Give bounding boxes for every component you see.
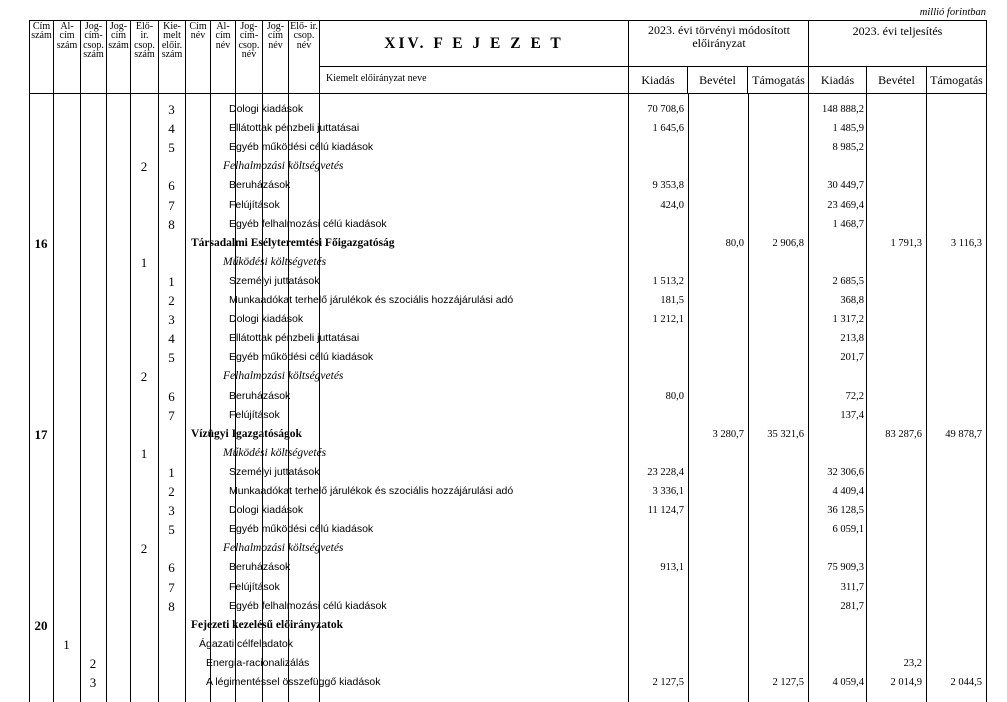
row-name: Felújítások <box>229 408 280 421</box>
table-row <box>29 119 987 138</box>
table-row <box>29 425 987 444</box>
kiemelt-code: 6 <box>168 388 175 404</box>
value-cell: 148 888,2 <box>822 104 864 115</box>
row-name: Fejezeti kezelésű előirányzatok <box>191 618 343 631</box>
row-name: Egyéb működési célú kiadások <box>229 523 374 536</box>
kiemelt-code: 7 <box>168 197 175 213</box>
row-name: Energia-racionalizálás <box>206 656 310 669</box>
table-row <box>29 673 987 692</box>
value-cell: 80,0 <box>725 237 744 249</box>
value-cell: 368,8 <box>840 295 864 306</box>
value-cell: 32 306,6 <box>827 466 864 478</box>
value-cell: 4 059,4 <box>832 677 864 688</box>
col-eloirnev-header: Elő- ir. csop. név <box>289 21 320 93</box>
row-name: Működési költségvetés <box>223 446 327 459</box>
row-name: Ágazati célfeladatok <box>199 637 293 650</box>
table-row <box>29 520 987 539</box>
value-cell: 1 513,2 <box>652 275 684 287</box>
kiemelt-code: 7 <box>168 579 175 595</box>
group1-header-cell <box>629 21 809 93</box>
table-row <box>29 616 987 635</box>
kiemelt-code: 3 <box>168 312 175 328</box>
value-cell: 36 128,5 <box>827 505 864 517</box>
group1-title: 2023. évi törvényi módosított előirányzat <box>629 21 809 67</box>
value-cell: 201,7 <box>840 352 864 364</box>
row-name: A légimentéssel összefüggő kiadások <box>206 676 381 688</box>
value-cell: 2 127,5 <box>772 677 804 688</box>
table-row <box>29 501 987 520</box>
kiemelt-code: 3 <box>168 102 175 117</box>
table-header <box>29 20 987 94</box>
value-cell: 2 014,9 <box>890 677 922 688</box>
table-row <box>29 387 987 406</box>
row-name: Személyi juttatások <box>229 465 320 478</box>
row-name: Egyéb működési célú kiadások <box>229 141 374 154</box>
row-name: Egyéb felhalmozási célú kiadások <box>229 217 387 230</box>
table-row <box>29 367 987 386</box>
col-cim-header: Cím szám <box>30 21 54 93</box>
table-row <box>29 100 987 119</box>
row-name: Egyéb felhalmozási célú kiadások <box>229 599 387 612</box>
row-name: Dologi kiadások <box>229 313 304 326</box>
table-row <box>29 482 987 501</box>
g1-kiadas-header: Kiadás <box>629 67 688 93</box>
col-alcimnev-header: Al- cím név <box>211 21 236 93</box>
row-name: Munkaadókat terhelő járulékok és szociális hozzájárulási adó <box>229 294 514 306</box>
value-cell: 2 685,5 <box>832 275 864 287</box>
table-row <box>29 558 987 577</box>
group2-title: 2023. évi teljesítés <box>809 21 986 67</box>
kiemelt-code: 8 <box>168 216 175 232</box>
g1-bevetel-header: Bevétel <box>688 67 748 93</box>
jogcsop-code: 3 <box>89 675 97 690</box>
table-row <box>29 234 987 253</box>
value-cell: 75 909,3 <box>827 562 864 574</box>
table-row <box>29 176 987 195</box>
value-cell: 1 212,1 <box>652 314 684 326</box>
value-cell: 213,8 <box>840 333 864 345</box>
kiemelt-code: 6 <box>168 178 175 194</box>
kiemelt-code: 3 <box>168 503 175 519</box>
value-cell: 9 353,8 <box>652 180 684 192</box>
value-cell: 4 409,4 <box>832 486 864 497</box>
table-row <box>29 539 987 558</box>
value-cell: 311,7 <box>840 581 864 593</box>
chapter-subtitle: Kiemelt előirányzat neve <box>326 73 427 84</box>
eloir-code: 1 <box>140 445 148 461</box>
row-name: Dologi kiadások <box>229 103 304 115</box>
kiemelt-code: 5 <box>168 522 175 538</box>
value-cell: 6 059,1 <box>832 524 864 536</box>
value-cell: 1 791,3 <box>890 237 922 249</box>
cim-code: 17 <box>34 426 48 442</box>
value-cell: 3 336,1 <box>652 486 684 497</box>
table-row <box>29 272 987 291</box>
row-name: Munkaadókat terhelő járulékok és szociális hozzájárulási adó <box>229 485 514 497</box>
table-row <box>29 654 987 673</box>
value-cell: 30 449,7 <box>827 180 864 192</box>
row-name: Dologi kiadások <box>229 504 304 517</box>
cim-code: 20 <box>34 617 48 633</box>
kiemelt-code: 5 <box>168 350 175 366</box>
kiemelt-code: 2 <box>168 293 175 308</box>
row-name: Társadalmi Esélyteremtési Főigazgatóság <box>191 236 395 249</box>
value-cell: 11 124,7 <box>647 505 684 517</box>
table-row <box>29 597 987 616</box>
value-cell: 913,1 <box>660 562 684 574</box>
kiemelt-code: 1 <box>168 273 175 289</box>
g1-tamogatas-header: Támogatás <box>752 73 805 87</box>
jogcsop-code: 2 <box>89 655 97 671</box>
value-cell: 181,5 <box>660 295 684 306</box>
g2-tamogatas-header: Támogatás <box>930 73 983 87</box>
kiemelt-code: 4 <box>168 331 175 347</box>
value-cell: 137,4 <box>840 409 864 421</box>
kiemelt-code: 8 <box>168 598 175 614</box>
table-row <box>29 406 987 425</box>
row-name: Vízügyi Igazgatóságok <box>191 427 302 440</box>
value-cell: 49 878,7 <box>945 428 982 440</box>
row-name: Személyi juttatások <box>229 274 320 287</box>
value-cell: 8 985,2 <box>832 142 864 154</box>
value-cell: 2 127,5 <box>652 677 684 688</box>
row-name: Beruházások <box>229 179 291 192</box>
eloir-code: 1 <box>140 254 148 270</box>
value-cell: 424,0 <box>660 199 684 211</box>
col-jogcsop-header: Jog- cím- csop. szám <box>81 21 107 93</box>
table-row <box>29 138 987 157</box>
value-cell: 3 116,3 <box>950 237 982 249</box>
row-name: Ellátottak pénzbeli juttatásai <box>229 122 360 135</box>
chapter-header-cell <box>320 21 629 93</box>
group2-header-cell <box>809 21 986 93</box>
row-name: Egyéb működési célú kiadások <box>229 351 374 364</box>
value-cell: 70 708,6 <box>647 104 684 115</box>
value-cell: 281,7 <box>840 600 864 612</box>
row-name: Felhalmozási költségvetés <box>223 542 344 555</box>
value-cell: 35 321,6 <box>767 428 804 440</box>
value-cell: 2 044,5 <box>950 677 982 688</box>
col-jogcsopnev-header: Jog- cím- csop. név <box>236 21 263 93</box>
col-alcim-header: Al- cím szám <box>54 21 81 93</box>
cim-code: 16 <box>34 235 48 251</box>
row-name: Felújítások <box>229 580 280 593</box>
row-name: Ellátottak pénzbeli juttatásai <box>229 332 360 345</box>
row-name: Beruházások <box>229 389 291 402</box>
col-eloir-header: Elő- ir. csop. szám <box>131 21 159 93</box>
col-jogcim-header: Jog- cím szám <box>107 21 131 93</box>
kiemelt-code: 4 <box>168 121 175 137</box>
value-cell: 3 280,7 <box>712 428 744 440</box>
table-row <box>29 463 987 482</box>
alcim-code: 1 <box>63 636 70 652</box>
table-row <box>29 253 987 272</box>
row-name: Beruházások <box>229 561 291 574</box>
value-cell: 2 906,8 <box>772 237 804 249</box>
eloir-code: 2 <box>140 541 148 557</box>
value-cell: 1 485,9 <box>832 123 864 135</box>
value-cell: 1 317,2 <box>832 314 864 326</box>
value-cell: 23 228,4 <box>647 466 684 478</box>
row-name: Felhalmozási költségvetés <box>223 160 344 173</box>
row-name: Felújítások <box>229 198 280 211</box>
col-jogcimnev-header: Jog- cím név <box>263 21 289 93</box>
value-cell: 80,0 <box>665 390 684 402</box>
unit-label: millió forintban <box>919 7 986 18</box>
col-cimnev-header: Cím név <box>186 21 211 93</box>
table-row <box>29 196 987 215</box>
kiemelt-code: 6 <box>168 560 175 576</box>
table-row <box>29 578 987 597</box>
kiemelt-code: 7 <box>168 407 175 423</box>
table-row <box>29 635 987 654</box>
eloir-code: 2 <box>140 159 148 175</box>
value-cell: 83 287,6 <box>885 428 922 440</box>
table-row <box>29 310 987 329</box>
table-row <box>29 329 987 348</box>
table-row <box>29 444 987 463</box>
eloir-code: 2 <box>140 369 148 385</box>
value-cell: 1 645,6 <box>652 123 684 135</box>
row-name: Felhalmozási költségvetés <box>223 370 344 383</box>
table-row <box>29 215 987 234</box>
table-row <box>29 157 987 176</box>
table-row <box>29 291 987 310</box>
g2-bevetel-header: Bevétel <box>867 67 927 93</box>
chapter-title: XIV. F E J E Z E T <box>320 21 628 67</box>
value-cell: 72,2 <box>845 390 864 402</box>
value-cell: 23 469,4 <box>827 199 864 211</box>
kiemelt-code: 5 <box>168 140 175 156</box>
value-cell: 1 468,7 <box>832 218 864 230</box>
table-row <box>29 348 987 367</box>
value-cell: 23,2 <box>903 657 922 669</box>
col-kiemelt-header: Kie- melt előir. szám <box>159 21 186 93</box>
row-name: Működési költségvetés <box>223 255 327 268</box>
kiemelt-code: 2 <box>168 484 175 499</box>
g2-kiadas-header: Kiadás <box>809 67 867 93</box>
kiemelt-code: 1 <box>168 464 175 480</box>
